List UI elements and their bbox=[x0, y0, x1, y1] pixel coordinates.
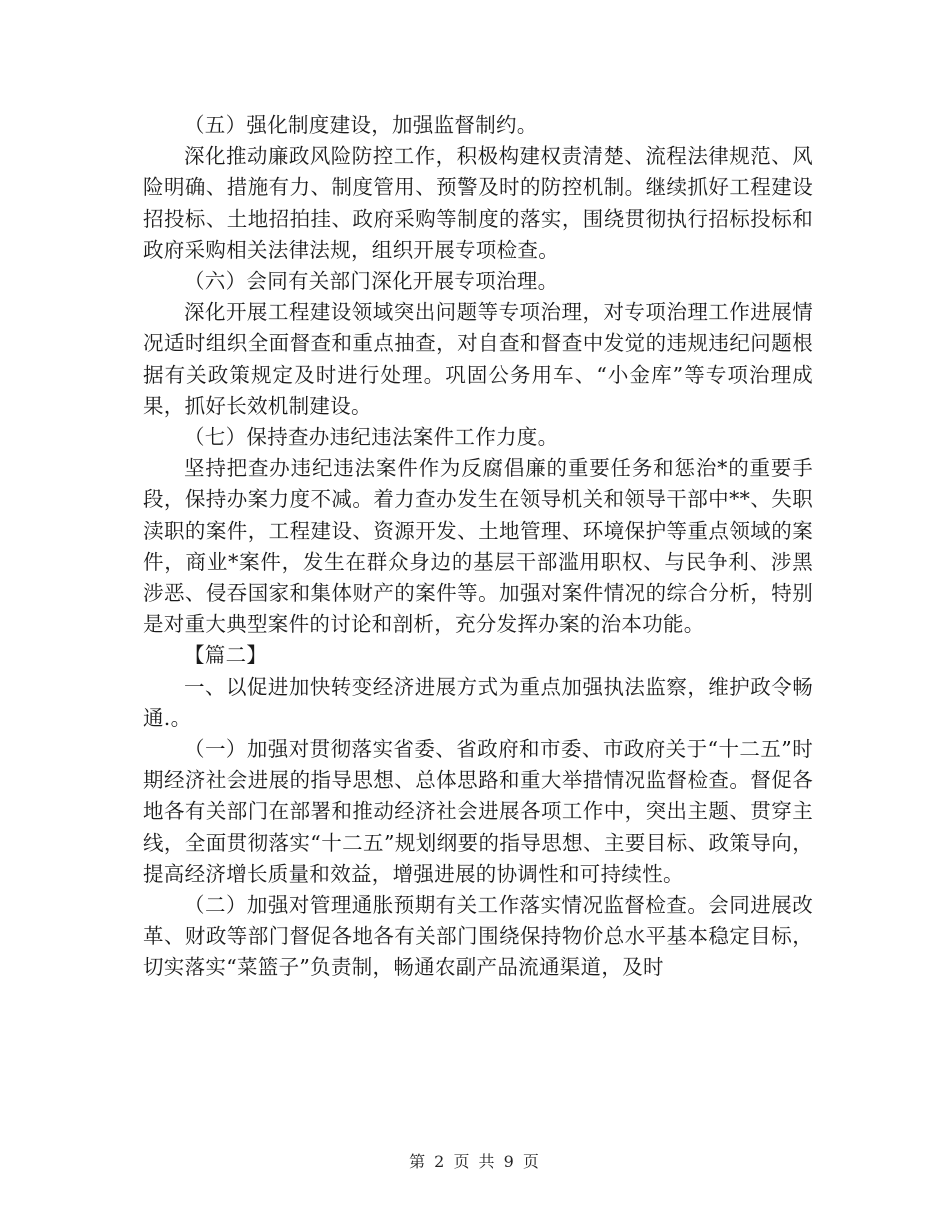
body-paragraph: （二）加强对管理通胀预期有关工作落实情况监督检查。会同进展改革、财政等部门督促各地各有关部门围绕保持物价总水平基本稳定目标，切实落实“菜篮子”负责制，畅通农副产品流通渠道，及时 bbox=[143, 893, 813, 980]
part-heading: 【篇二】 bbox=[184, 643, 268, 668]
body-paragraph: 深化推动廉政风险防控工作，积极构建权责清楚、流程法律规范、风险明确、措施有力、制度管用、预警及时的防控机制。继续抓好工程建设招投标、土地招拍挂、政府采购等制度的落实，围绕贯彻执行招标投标和政府采购相关法律法规，组织开展专项检查。 bbox=[143, 144, 813, 262]
section-heading-5: （五）强化制度建设，加强监督制约。 bbox=[184, 113, 538, 137]
chapter-heading: 一、以促进加快转变经济进展方式为重点加强执法监察，维护政令畅通.。 bbox=[143, 674, 813, 730]
body-paragraph: （一）加强对贯彻落实省委、省政府和市委、市政府关于“十二五”时期经济社会进展的指导思想、总体思路和重大举措情况监督检查。督促各地各有关部门在部署和推动经济社会进展各项工作中，突出主题、贯穿主线，全面贯彻落实“十二五”规划纲要的指导思想、主要目标、政策导向，提高经济增长质量和效益，增强进展的协调性和可持续性。 bbox=[143, 737, 813, 886]
document-body bbox=[143, 110, 813, 984]
body-paragraph: 深化开展工程建设领域突出问题等专项治理，对专项治理工作进展情况适时组织全面督查和重点抽查，对自查和督查中发觉的违规违纪问题根据有关政策规定及时进行处理。巩固公务用车、“小金库”等专项治理成果，抓好长效机制建设。 bbox=[143, 300, 813, 418]
section-heading-6: （六）会同有关部门深化开展专项治理。 bbox=[184, 269, 559, 294]
body-paragraph: 坚持把查办违纪违法案件作为反腐倡廉的重要任务和惩治*的重要手段，保持办案力度不减。着力查办发生在领导机关和领导干部中**、失职渎职的案件，工程建设、资源开发、土地管理、环境保护等重点领域的案件，商业*案件，发生在群众身边的基层干部滥用职权、与民争利、涉黑涉恶、侵吞国家和集体财产的案件等。加强对案件情况的综合分析，特别是对重大典型案件的讨论和剖析，充分发挥办案的治本功能。 bbox=[143, 456, 813, 637]
section-heading-7: （七）保持查办违纪违法案件工作力度。 bbox=[184, 425, 559, 450]
page-number: 第 2 页 共 9 页 bbox=[409, 1152, 541, 1171]
page-footer bbox=[0, 1152, 950, 1172]
